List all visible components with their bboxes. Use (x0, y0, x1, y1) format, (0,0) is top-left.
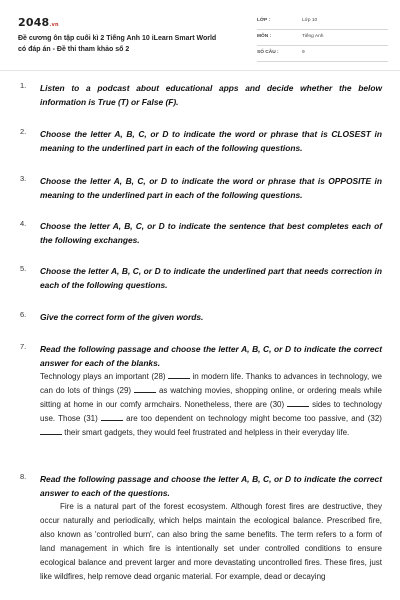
question-1 (20, 81, 382, 109)
reading-passage: Fire is a natural part of the forest ecosystem. Although forest fires are destructive, they occur naturally and periodically, which helps maintain the ecological balance. Prescribed fire, also known as 'controlled burn', can also bring the same benefits. The term refers to a form of land management in which fire is intentionally set under controlled conditions to ensure ecological balance and prevent larger and more devastating uncontrolled fires. These fires, just like wildfires, help remove dead organic material. For example, dead or decaying (40, 502, 382, 581)
blank-30 (287, 399, 309, 407)
blank-29 (134, 385, 156, 393)
header-divider (0, 70, 400, 71)
logo-text: 2048 (18, 16, 50, 29)
passage-segment: their smart gadgets, they would feel frustrated and helpless in their everyday life. (64, 428, 350, 437)
question-number: 5. (20, 264, 27, 273)
meta-key: MÔN : (257, 34, 272, 39)
question-3 (20, 174, 382, 202)
blank-31 (101, 413, 123, 421)
question-number: 2. (20, 127, 27, 136)
meta-value: 9 (302, 50, 305, 55)
question-2 (20, 127, 382, 155)
meta-row-class (257, 14, 388, 30)
question-instruction: Choose the letter A, B, C, or D to indicate the underlined part that needs correction in each of the following questions. (40, 266, 382, 290)
question-5 (20, 264, 382, 292)
question-number: 1. (20, 81, 27, 90)
blank-28 (168, 371, 190, 379)
question-number: 4. (20, 219, 27, 228)
question-number: 7. (20, 342, 27, 351)
question-number: 3. (20, 174, 27, 183)
reading-passage (40, 370, 382, 440)
question-4 (20, 219, 382, 247)
meta-key: SỐ CÂU : (257, 50, 279, 55)
passage-segment: are too dependent on technology might become too passive, and (32) (126, 414, 382, 423)
meta-key: LỚP : (257, 18, 271, 23)
passage-segment: as watching movies, shopping online, or ordering meals while sitting at home in our comfy armchairs. Nonetheless, there are (30) (40, 386, 382, 409)
question-8 (20, 472, 382, 584)
passage-segment: in modern life. Thanks to advances in technology, we can do lots of things (29) (40, 372, 382, 395)
site-logo[interactable] (18, 16, 59, 29)
document-header (18, 10, 388, 66)
question-instruction: Read the following passage and choose the letter A, B, C, or D to indicate the correct answer to each of the questions. (40, 474, 382, 498)
meta-row-count (257, 46, 388, 62)
logo-suffix: .vn (49, 22, 59, 28)
question-instruction: Choose the letter A, B, C, or D to indicate the word or phrase that is CLOSEST in meaning to the underlined part in each of the following questions. (40, 129, 382, 153)
passage-segment: sides to technology use. Those (31) (40, 400, 382, 423)
question-number: 6. (20, 310, 27, 319)
question-instruction: Choose the letter A, B, C, or D to indicate the word or phrase that is OPPOSITE in meaning to the underlined part in each of the following questions. (40, 176, 382, 200)
meta-value: Tiếng Anh (302, 34, 324, 39)
document-title: Đề cương ôn tập cuối kì 2 Tiếng Anh 10 iLearn Smart World có đáp án - Đề thi tham khảo số 2 (18, 35, 217, 53)
question-7 (20, 342, 382, 440)
question-instruction: Listen to a podcast about educational apps and decide whether the below information is True (T) or False (F). (40, 83, 382, 107)
passage-segment: Technology plays an important (28) (40, 372, 166, 381)
blank-32 (40, 427, 62, 435)
meta-row-subject (257, 30, 388, 46)
question-number: 8. (20, 472, 27, 481)
meta-value: Lớp 10 (302, 18, 318, 23)
question-instruction: Give the correct form of the given words. (40, 312, 204, 322)
meta-table (257, 14, 388, 62)
question-6 (20, 310, 382, 324)
question-instruction: Choose the letter A, B, C, or D to indicate the sentence that best completes each of the following exchanges. (40, 221, 382, 245)
question-instruction: Read the following passage and choose the letter A, B, C, or D to indicate the correct answer for each of the blanks. (40, 344, 382, 368)
